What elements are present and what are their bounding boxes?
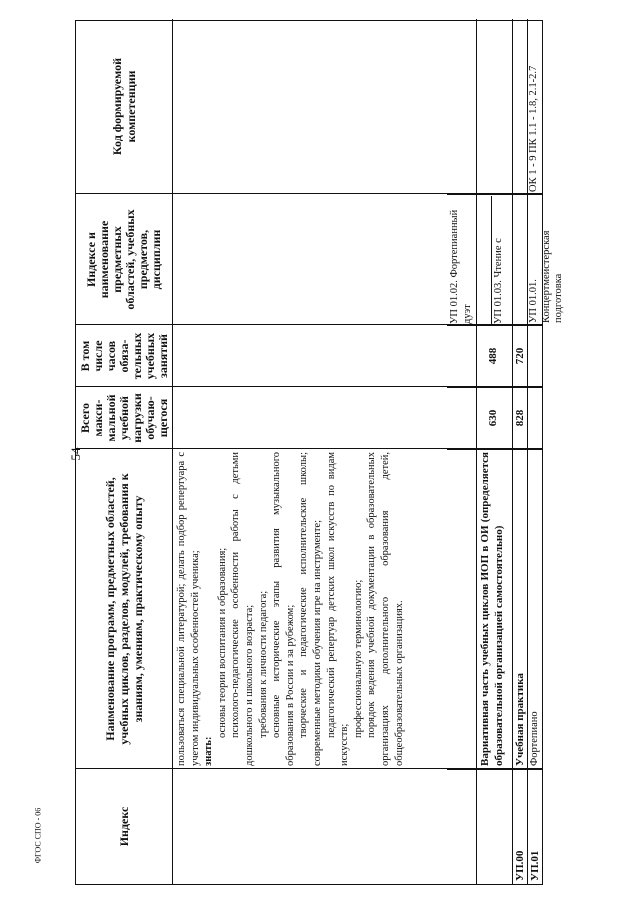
- page-number: 54: [68, 447, 83, 461]
- header-competence: Код формируемой компетенции: [110, 57, 138, 156]
- practice-name: Учебная практика: [514, 673, 526, 766]
- body-line: порядок ведения учебной документации в образовательных организациях дополнительного образования детей, общеобразовательных организациях.: [366, 452, 405, 766]
- footer-code: ФГОС СПО - 06: [33, 807, 43, 864]
- requirements-text: [175, 452, 475, 766]
- piano-index: УП.01: [529, 850, 541, 881]
- piano-name: Фортепиано: [529, 711, 540, 766]
- body-line: пользоваться специальной литературой; делать подбор репертуара с учетом индивидуальных особенностей ученика;: [176, 452, 201, 766]
- practice-index: УП.00: [514, 850, 526, 881]
- variative-incl: 488: [487, 347, 499, 365]
- variative-name: Вариативная часть учебных циклов ИОП в ОИ (определяется образовательной организацией самостоятельно): [479, 452, 505, 766]
- header-total: Всего макси-мальной учебной нагрузки обучаю-щегося: [77, 393, 170, 443]
- header-incl: В том числе часов обяза-тельных учебных занятий: [77, 332, 170, 380]
- body-line: педагогический репертуар детских школ искусств по видам искусств;: [325, 452, 351, 766]
- piano-subject: УП 01.03. Чтение с: [493, 238, 504, 324]
- variative-total: 630: [487, 409, 499, 427]
- practice-incl: 720: [514, 347, 526, 365]
- header-subjects: Индексе и наименование предметных областей, учебных предметов, дисциплин: [84, 209, 163, 310]
- body-line: требования к личности педагога;: [257, 590, 269, 738]
- body-line: психолого-педагогические особенности работы с детьми дошкольного и школьного возраста;: [230, 452, 255, 766]
- header-name: Наименование программ, предметных областей, учебных циклов, разделов, модулей, требования к знаниям, умениям, практическому опыту: [103, 473, 145, 745]
- piano-subject: УП 01.01. Концертмейстерская подготовка: [528, 230, 564, 323]
- body-line: знать:: [203, 736, 215, 766]
- piano-subject: УП 01.02. Фортепианный дуэт: [449, 209, 473, 324]
- body-line: творческие и педагогические исполнительские школы; современные методики обучения игре на инструменте;: [298, 452, 323, 766]
- body-line: основы теории воспитания и образования;: [216, 547, 228, 738]
- header-index: Индекс: [117, 806, 131, 847]
- body-line: основные исторические этапы развития музыкального образования в России и за рубежом;: [271, 452, 296, 766]
- piano-competence: ОК 1 - 9 ПК 1.1 - 1.8, 2.1-2.7: [528, 65, 539, 192]
- practice-total: 828: [514, 409, 526, 427]
- body-line: профессиональную терминологию;: [352, 579, 364, 738]
